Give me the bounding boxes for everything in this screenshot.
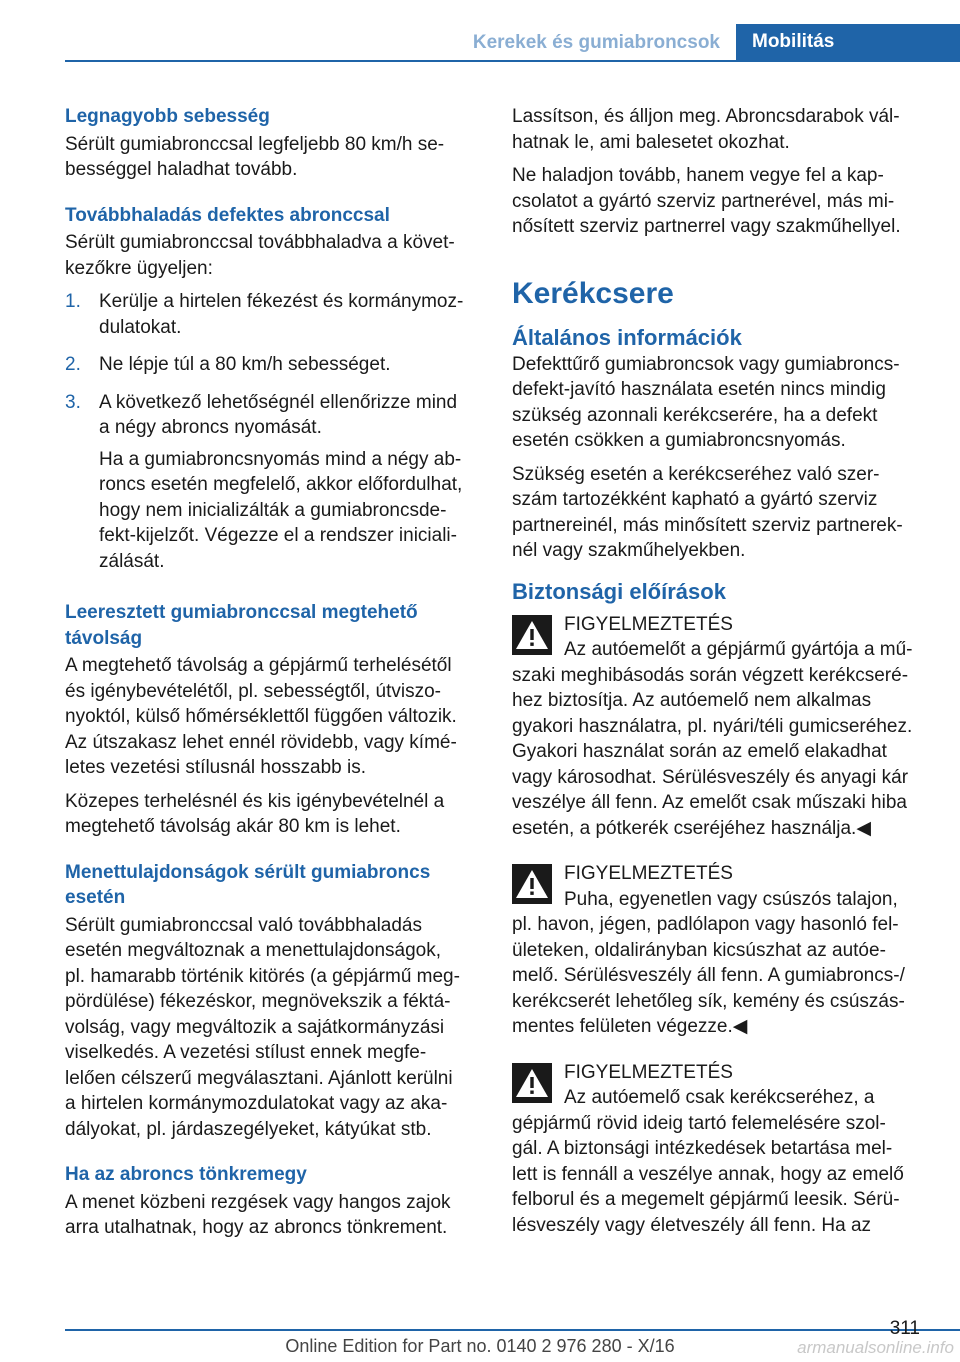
footer-rule <box>65 1329 960 1331</box>
warning-block <box>512 612 928 842</box>
paragraph: Szükség esetén a kerékcseréhez való szer- szám tartozékként kapható a gyártó szerviz partnereinél, más minősített szerviz partnerek- nél vagy szakműhelyekben. <box>512 463 903 561</box>
warning-first-line: Puha, egyenetlen vagy csúszós talajon, <box>564 888 898 910</box>
paragraph: Sérült gumiabronccsal való továbbhaladás esetén megváltoznak a menettulajdonságok, pl. hamarabb történik kitörés (a gépjármű meg- pördülése) fékezéskor, megnövekszik a féktá- volság, vagy megváltozik a sajátkormányzási viselkedés. A vezetési stílust ennek megfe- lelően célszerű megválasztani. Ajánlott kerülni a hirtelen kormánymozdulatokat vagy az aka- dályokat, pl. járdaszegélyeket, kátyúkat stb. <box>65 914 460 1140</box>
warning-title: FIGYELMEZTETÉS <box>564 1061 733 1083</box>
chapter-tab: Mobilitás <box>736 24 960 62</box>
warning-block <box>512 1060 928 1239</box>
list-number: 1. <box>65 291 81 312</box>
header-rule <box>65 60 960 62</box>
list-text: Ne lépje túl a 80 km/h sebességet. <box>99 354 391 375</box>
subheading-handling: Menettulajdonságok sérült gumiabroncs esetén <box>65 861 431 908</box>
edition-text: Online Edition for Part no. 0140 2 976 280 - X/16 <box>285 1336 675 1356</box>
warning-text: szaki meghibásodás során végzett kerékcseré- hez biztosítja. Az autóemelő nem alkalmas gyakori használatra, pl. nyári/téli gumicseréhez. Gyakori használat során az emelő elakadhat vagy károsodhat. Sérülésveszély és anyagi kár veszélye áll fenn. Az emelőt csak műszaki hiba esetén, a pótkerék cseréjéhez használja.◀ <box>512 664 913 839</box>
warning-triangle-icon <box>512 864 552 904</box>
paragraph: Lassítson, és álljon meg. Abroncsdarabok vál- hatnak le, ami balesetet okozhat. <box>512 106 900 153</box>
list-item <box>65 352 479 384</box>
paragraph: A menet közbeni rezgések vagy hangos zajok arra utalhatnak, hogy az abroncs tönkrement. <box>65 1191 451 1238</box>
heading-general-info: Általános információk <box>512 324 742 350</box>
list-text: Kerülje a hirtelen fékezést és kormánymoz- dulatokat. <box>99 291 464 338</box>
warning-text: gépjármű rövid ideig tartó felemelésére szol- gál. A biztonsági intézkedések betartása mel- lett is fennáll a veszélye annak, hogy az emelő felborul és a megemelt gépjármű leesik. Sérü- lésveszély vagy életveszély áll fenn. Ha az <box>512 1112 904 1236</box>
paragraph: Ne haladjon tovább, hanem vegye fel a kap- csolatot a gyártó szerviz partnerével, más mi- nősített szerviz partnerrel vagy szakműhellyel. <box>512 165 901 237</box>
paragraph: Közepes terhelésnél és kis igénybevételnél a megtehető távolság akár 80 km is lehet. <box>65 790 445 837</box>
subheading-continue-driving: Továbbhaladás defektes abronccsal <box>65 204 390 226</box>
list-number: 2. <box>65 354 81 375</box>
warning-first-line: Az autóemelő csak kerékcseréhez, a <box>564 1087 875 1108</box>
steps-list <box>65 289 479 580</box>
warning-text: pl. havon, jégen, padlólapon vagy hasonló fel- ületeken, oldalirányban kicsúszhat az autóe- melő. Sérülésveszély áll fenn. A gumiabroncs-/ kerékcserét lehetőleg sík, kemény és csúszás- mentes felületen végezze.◀ <box>512 914 905 1037</box>
subheading-range: Leeresztett gumiabronccsal megtehető távolság <box>65 602 418 649</box>
list-item <box>65 289 479 346</box>
watermark: armanualsonline.info <box>797 1338 954 1357</box>
list-text-extra: Ha a gumiabroncsnyomás mind a négy ab- roncs esetén megfelelő, akkor előfordulhat, hogy nem inicializálták a gumiabroncsde- fekt-kijelzőt. Végezze el a rendszer iniciali- zálását. <box>99 448 463 572</box>
warning-title: FIGYELMEZTETÉS <box>564 613 733 635</box>
subheading-max-speed: Legnagyobb sebesség <box>65 106 270 127</box>
page-number: 311 <box>889 1318 920 1339</box>
warning-title: FIGYELMEZTETÉS <box>564 863 733 884</box>
paragraph: Sérült gumiabronccsal továbbhaladva a követ- kezőkre ügyeljen: <box>65 232 455 279</box>
paragraph: A megtehető távolság a gépjármű terhelésétől és igénybevételétől, pl. sebességtől, útviszo- nyoktól, külső hőmérséklettől függően változik. Az útszakasz lehet ennél rövidebb, vagy kímé- letes vezetési stílusnál hosszabb is. <box>65 655 457 778</box>
warning-triangle-icon <box>512 1063 552 1103</box>
paragraph: Sérült gumiabronccsal legfeljebb 80 km/h se- bességgel haladhat tovább. <box>65 133 445 180</box>
section-tab: Kerekek és gumiabroncsok <box>472 32 720 53</box>
heading-safety: Biztonsági előírások <box>512 578 726 604</box>
list-item <box>65 390 479 581</box>
right-column <box>512 104 928 1258</box>
heading-wheel-change: Kerékcsere <box>512 276 674 310</box>
list-text: A következő lehetőségnél ellenőrizze mind a négy abroncs nyomását. <box>99 391 458 438</box>
warning-triangle-icon <box>512 615 552 655</box>
paragraph: Defekttűrő gumiabroncsok vagy gumiabroncs- defekt-javító használata esetén nincs mindig szükség azonnali kerékcserére, ha a defekt esetén csökken a gumiabroncsnyomás. <box>512 353 900 451</box>
left-column <box>65 104 479 1249</box>
warning-block <box>512 861 928 1040</box>
list-number: 3. <box>65 391 81 413</box>
warning-first-line: Az autóemelőt a gépjármű gyártója a mű- <box>564 639 913 660</box>
subheading-tire-failure: Ha az abroncs tönkremegy <box>65 1164 307 1185</box>
page-header <box>65 24 960 62</box>
